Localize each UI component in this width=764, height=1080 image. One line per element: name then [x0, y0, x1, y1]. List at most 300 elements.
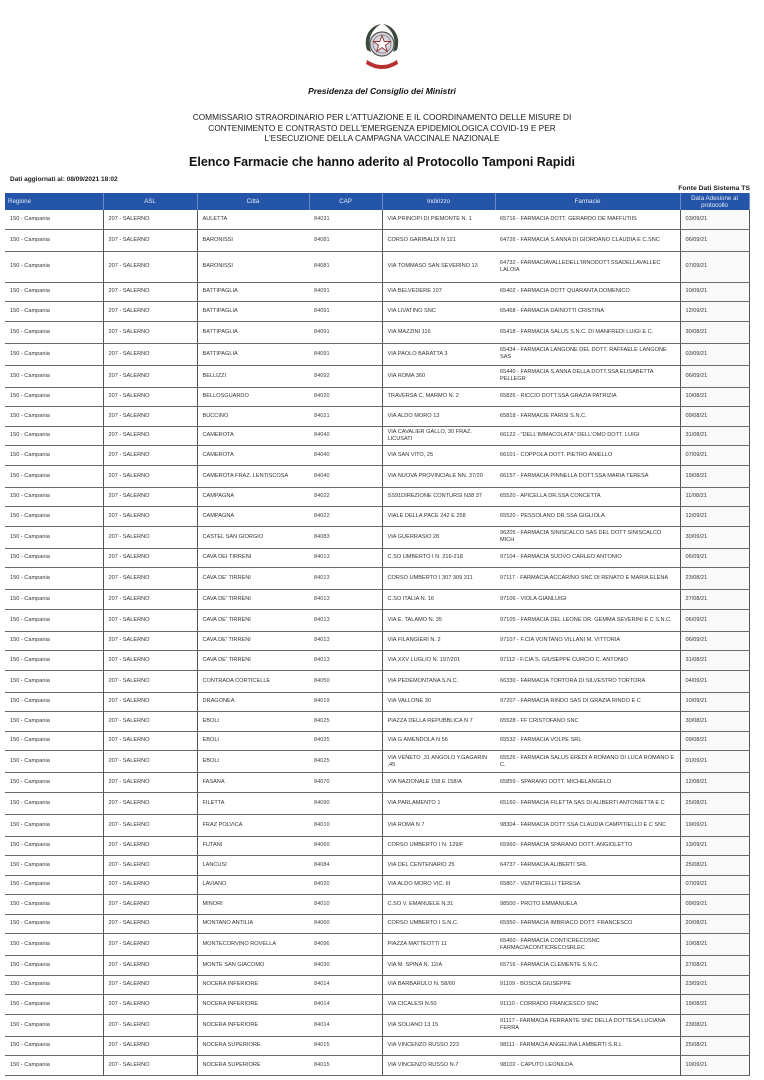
cell-regione: 150 - Campania	[5, 814, 103, 836]
cell-asl: 207 - SALERNO	[103, 751, 197, 773]
table-row	[5, 568, 749, 590]
cell-regione: 150 - Campania	[5, 956, 103, 976]
cell-farmacia: 65520 - APICELLA DR.SSA CONCETTA	[495, 487, 680, 507]
cell-data-adesione: 12/09/21	[680, 507, 749, 527]
cell-cap: 84010	[309, 895, 382, 915]
cell-cap: 84013	[309, 631, 382, 651]
cell-indirizzo: C.SO V. EMANUELE N.31	[382, 895, 495, 915]
cell-indirizzo: VIA VINCENZO RUSSO N.7	[382, 1056, 495, 1076]
cell-asl: 207 - SALERNO	[103, 956, 197, 976]
table-row	[5, 856, 749, 876]
cell-cap: 84013	[309, 609, 382, 631]
cell-cap: 84031	[309, 210, 382, 229]
cell-cap: 84070	[309, 773, 382, 793]
cell-data-adesione: 06/09/21	[680, 548, 749, 568]
cell-farmacia: 65418 - FARMACIA SALUS S.N.C. DI MANFREDI LUIGI E C.	[495, 321, 680, 343]
cell-regione: 150 - Campania	[5, 282, 103, 302]
cell-indirizzo: VIALE DELLA PACE 242 E 258	[382, 507, 495, 527]
cell-regione: 150 - Campania	[5, 934, 103, 956]
cell-citta: FASANA	[197, 773, 309, 793]
cell-regione: 150 - Campania	[5, 731, 103, 751]
cell-data-adesione: 23/09/21	[680, 975, 749, 995]
cell-asl: 207 - SALERNO	[103, 773, 197, 793]
cell-data-adesione: 20/08/21	[680, 914, 749, 934]
cell-regione: 150 - Campania	[5, 975, 103, 995]
cell-citta: CASTEL SAN GIORGIO	[197, 526, 309, 548]
page-title: Elenco Farmacie che hanno aderito al Protocollo Tamponi Rapidi	[189, 155, 575, 169]
cell-asl: 207 - SALERNO	[103, 856, 197, 876]
cell-asl: 207 - SALERNO	[103, 631, 197, 651]
cell-regione: 150 - Campania	[5, 692, 103, 712]
cell-asl: 207 - SALERNO	[103, 282, 197, 302]
cell-farmacia: 65440 - FARMACIA S.ANNA DELLA DOTT.SSA ELISABETTA PELLEGR	[495, 365, 680, 387]
cell-regione: 150 - Campania	[5, 792, 103, 814]
cell-data-adesione: 10/08/21	[680, 387, 749, 407]
cell-data-adesione: 10/09/21	[680, 692, 749, 712]
cell-farmacia: 91117 - FARMACIA FERRANTE SNC DELLA DOTTESA LUCIANA FERRA	[495, 1014, 680, 1036]
cell-citta: BELLOSGUARDO	[197, 387, 309, 407]
cell-citta: BATTIPAGLIA	[197, 282, 309, 302]
table-row	[5, 282, 749, 302]
cell-citta: BATTIPAGLIA	[197, 302, 309, 322]
cell-indirizzo: TRAVERSA C. MARMO N. 2	[382, 387, 495, 407]
cell-citta: CAMEROTA	[197, 426, 309, 446]
table-row	[5, 609, 749, 631]
cell-regione: 150 - Campania	[5, 651, 103, 671]
cell-farmacia: 65434 - FARMACIA LANGONE DEL DOTT. RAFFAELE LANGONE SAS	[495, 343, 680, 365]
cell-citta: CAMEROTA FRAZ. LENTISCOSA	[197, 465, 309, 487]
cell-cap: 84010	[309, 814, 382, 836]
cell-asl: 207 - SALERNO	[103, 251, 197, 282]
cell-regione: 150 - Campania	[5, 465, 103, 487]
cell-farmacia: 65402 - FARMACIA DOTT QUARANTA DOMENICO	[495, 282, 680, 302]
cell-indirizzo: PIAZZA DELLA REPUBBLICA N 7	[382, 712, 495, 732]
cell-citta: FRAZ POLVICA	[197, 814, 309, 836]
cell-regione: 150 - Campania	[5, 712, 103, 732]
cell-cap: 84020	[309, 875, 382, 895]
cell-cap: 84019	[309, 692, 382, 712]
cell-cap: 84040	[309, 446, 382, 466]
column-header-citta: Città	[197, 193, 309, 210]
cell-data-adesione: 25/08/21	[680, 856, 749, 876]
cell-data-adesione: 30/08/21	[680, 321, 749, 343]
cell-indirizzo: VIA M. SPINA N. 12/A	[382, 956, 495, 976]
cell-data-adesione: 12/09/21	[680, 302, 749, 322]
cell-indirizzo: VIA E. TALAMO N. 35	[382, 609, 495, 631]
cell-indirizzo: SS91DIREZIONE CONTURSI N38 37	[382, 487, 495, 507]
cell-indirizzo: PIAZZA MATTEOTTI 11	[382, 934, 495, 956]
cell-citta: MONTANO ANTILIA	[197, 914, 309, 934]
cell-citta: BATTIPAGLIA	[197, 321, 309, 343]
cell-citta: NOCERA INFERIORE	[197, 995, 309, 1015]
cell-indirizzo: VIA XXV LUGLIO N. 197/201	[382, 651, 495, 671]
cell-farmacia: 64732 - FARMACIAVALLEDELL'IRNODOTT.SSADELLAVALLEC LALOIA	[495, 251, 680, 282]
cell-regione: 150 - Campania	[5, 1036, 103, 1056]
table-row	[5, 507, 749, 527]
cell-citta: CAVA DEI TIRRENI	[197, 548, 309, 568]
cell-indirizzo: VIA TOMMASO SAN SEVERINO 13	[382, 251, 495, 282]
cell-data-adesione: 31/08/21	[680, 651, 749, 671]
cell-data-adesione: 01/09/21	[680, 751, 749, 773]
cell-regione: 150 - Campania	[5, 229, 103, 251]
cell-citta: LAVIANO	[197, 875, 309, 895]
cell-regione: 150 - Campania	[5, 670, 103, 692]
table-row	[5, 995, 749, 1015]
cell-farmacia: 98102 - CAPUTO LEONILDA	[495, 1056, 680, 1076]
cell-citta: CONTRADA CORTICELLE	[197, 670, 309, 692]
commissario-line-3: L'ESECUZIONE DELLA CAMPAGNA VACCINALE NAZIONALE	[264, 133, 500, 143]
cell-cap: 84013	[309, 548, 382, 568]
data-source-label: Fonte Dati Sistema TS	[678, 185, 750, 192]
cell-indirizzo: VIA FILANGIERI N. 2	[382, 631, 495, 651]
cell-regione: 150 - Campania	[5, 526, 103, 548]
cell-data-adesione: 31/08/21	[680, 426, 749, 446]
cell-citta: BUCCINO	[197, 407, 309, 427]
cell-citta: NOCERA SUPERIORE	[197, 1056, 309, 1076]
cell-citta: CAMPAGNA	[197, 487, 309, 507]
cell-data-adesione: 06/09/21	[680, 229, 749, 251]
cell-data-adesione: 10/08/21	[680, 934, 749, 956]
cell-indirizzo: VIA CICALESI N.50	[382, 995, 495, 1015]
table-row	[5, 792, 749, 814]
cell-regione: 150 - Campania	[5, 321, 103, 343]
cell-cap: 84013	[309, 651, 382, 671]
table-row	[5, 712, 749, 732]
table-row	[5, 1014, 749, 1036]
cell-data-adesione: 07/09/21	[680, 251, 749, 282]
cell-indirizzo: VIA VENETO ,31 ANGOLO Y.GAGARIN ,45	[382, 751, 495, 773]
table-row	[5, 446, 749, 466]
cell-data-adesione: 07/09/21	[680, 875, 749, 895]
cell-farmacia: 65716 - FARMACIA DOTT. GERARDO DE MAFFUTIIS	[495, 210, 680, 229]
table-row	[5, 343, 749, 365]
cell-asl: 207 - SALERNO	[103, 1056, 197, 1076]
cell-asl: 207 - SALERNO	[103, 487, 197, 507]
table-row	[5, 229, 749, 251]
cell-regione: 150 - Campania	[5, 856, 103, 876]
table-row	[5, 836, 749, 856]
cell-indirizzo: VIA PARLAMENTO 1	[382, 792, 495, 814]
cell-citta: FUTANI	[197, 836, 309, 856]
table-row	[5, 692, 749, 712]
cell-asl: 207 - SALERNO	[103, 526, 197, 548]
cell-data-adesione: 25/08/21	[680, 792, 749, 814]
cell-farmacia: 66101 - COPPOLA DOTT. PIETRO ANIELLO	[495, 446, 680, 466]
cell-indirizzo: VIA BELVEDERE 107	[382, 282, 495, 302]
cell-asl: 207 - SALERNO	[103, 568, 197, 590]
cell-regione: 150 - Campania	[5, 487, 103, 507]
cell-data-adesione: 10/09/21	[680, 1056, 749, 1076]
cell-asl: 207 - SALERNO	[103, 814, 197, 836]
cell-cap: 84014	[309, 995, 382, 1015]
cell-cap: 84015	[309, 1036, 382, 1056]
cell-citta: LANCUSI	[197, 856, 309, 876]
table-row	[5, 387, 749, 407]
cell-farmacia: 97107 - F.CIA VONTANO VILLANI M. VITTORIA	[495, 631, 680, 651]
cell-farmacia: 66122 - "DELL'IMMACOLATA" DELL'OMO DOTT. LUIGI	[495, 426, 680, 446]
cell-farmacia: 96205 - FARMACIA SINISCALCO SAS DEL DOTT SINISCALCO MICH	[495, 526, 680, 548]
cell-regione: 150 - Campania	[5, 1056, 103, 1076]
cell-farmacia: 65160 - FARMACIA FILETTA SAS DI ALIBERTI ANTONIETTA E C	[495, 792, 680, 814]
table-row	[5, 934, 749, 956]
cell-indirizzo: VIA LIVATINO SNC	[382, 302, 495, 322]
cell-citta: NOCERA SUPERIORE	[197, 1036, 309, 1056]
cell-asl: 207 - SALERNO	[103, 548, 197, 568]
cell-citta: EBOLI	[197, 731, 309, 751]
cell-regione: 150 - Campania	[5, 836, 103, 856]
cell-cap: 84025	[309, 751, 382, 773]
table-row	[5, 814, 749, 836]
cell-citta: NOCERA INFERIORE	[197, 1014, 309, 1036]
cell-cap: 84050	[309, 670, 382, 692]
cell-indirizzo: VIA VALLONE 30	[382, 692, 495, 712]
cell-regione: 150 - Campania	[5, 251, 103, 282]
cell-farmacia: 65460 - FARMACIA CONTICRECOSNC FARMACIACONTICRECOSRLEC	[495, 934, 680, 956]
cell-farmacia: 65520 - PESSOLANO DR.SSA GIGLIOLA	[495, 507, 680, 527]
cell-regione: 150 - Campania	[5, 343, 103, 365]
cell-indirizzo: VIA G AMENDOLA N 56	[382, 731, 495, 751]
cell-farmacia: 65826 - RICCIO DOTT.SSA GRAZIA PATRIZIA	[495, 387, 680, 407]
presidenza-heading: Presidenza del Consiglio dei Ministri	[308, 86, 456, 96]
cell-asl: 207 - SALERNO	[103, 446, 197, 466]
cell-asl: 207 - SALERNO	[103, 465, 197, 487]
cell-farmacia: 91109 - BOSCIA GIUSEPPE	[495, 975, 680, 995]
cell-farmacia: 91110 - CORRADO FRANCESCO SNC	[495, 995, 680, 1015]
commissario-heading	[150, 112, 614, 144]
table-row	[5, 914, 749, 934]
cell-data-adesione: 23/08/21	[680, 1014, 749, 1036]
cell-asl: 207 - SALERNO	[103, 1036, 197, 1056]
table-row	[5, 548, 749, 568]
cell-asl: 207 - SALERNO	[103, 895, 197, 915]
cell-asl: 207 - SALERNO	[103, 731, 197, 751]
cell-data-adesione: 30/09/21	[680, 526, 749, 548]
cell-indirizzo: CORSO UMBERTO I 307 309 311	[382, 568, 495, 590]
cell-citta: BELLIZZI	[197, 365, 309, 387]
cell-asl: 207 - SALERNO	[103, 302, 197, 322]
cell-data-adesione: 27/08/21	[680, 956, 749, 976]
cell-data-adesione: 06/09/21	[680, 631, 749, 651]
cell-regione: 150 - Campania	[5, 875, 103, 895]
cell-cap: 84014	[309, 1014, 382, 1036]
cell-cap: 84025	[309, 712, 382, 732]
cell-data-adesione: 09/08/21	[680, 731, 749, 751]
cell-farmacia: 64726 - FARMACIA S.ANNA DI GIORDANO CLAUDIA E C.SNC	[495, 229, 680, 251]
cell-regione: 150 - Campania	[5, 995, 103, 1015]
cell-indirizzo: VIA VINCENZO RUSSO 223	[382, 1036, 495, 1056]
cell-indirizzo: VIA SOLIANO 13 15	[382, 1014, 495, 1036]
cell-indirizzo: VIA BARBARULO N. 58/60	[382, 975, 495, 995]
cell-data-adesione: 09/08/21	[680, 407, 749, 427]
cell-asl: 207 - SALERNO	[103, 670, 197, 692]
cell-farmacia: 65960 - FARMACIA SPARANO DOTT. ANGIOLETTO	[495, 836, 680, 856]
table-row	[5, 251, 749, 282]
cell-cap: 84013	[309, 590, 382, 610]
cell-cap: 84091	[309, 343, 382, 365]
cell-regione: 150 - Campania	[5, 426, 103, 446]
cell-cap: 84091	[309, 321, 382, 343]
cell-asl: 207 - SALERNO	[103, 343, 197, 365]
cell-data-adesione: 13/09/21	[680, 836, 749, 856]
cell-cap: 84013	[309, 568, 382, 590]
cell-farmacia: 98304 - FARMACIA DOTT SSA CLAUDIA CAMPITIELLO E C SNC	[495, 814, 680, 836]
cell-indirizzo: VIA NUOVA PROVINCIALE NN. 37/20	[382, 465, 495, 487]
cell-farmacia: 65526 - FARMACIA SALUS EREDI A ROMANO DI LUCA ROMANO E C.	[495, 751, 680, 773]
cell-asl: 207 - SALERNO	[103, 426, 197, 446]
cell-farmacia: 64737 - FARMACIA ALIBERTI SRL	[495, 856, 680, 876]
cell-data-adesione: 27/08/21	[680, 590, 749, 610]
cell-indirizzo: VIA ALDO MORO VIC. III	[382, 875, 495, 895]
cell-citta: CAVA DE' TIRRENI	[197, 631, 309, 651]
cell-asl: 207 - SALERNO	[103, 836, 197, 856]
cell-farmacia: 66330 - FARMACIA TORTORA DI SILVESTRO TORTORA	[495, 670, 680, 692]
cell-regione: 150 - Campania	[5, 365, 103, 387]
cell-indirizzo: VIA PAOLO BARATTA 3	[382, 343, 495, 365]
cell-cap: 84014	[309, 975, 382, 995]
cell-citta: EBOLI	[197, 712, 309, 732]
table-row	[5, 975, 749, 995]
cell-farmacia: 97105 - FARMACIA DEL LEONE DR. GEMMA SEVERINI E C S.N.C.	[495, 609, 680, 631]
cell-data-adesione: 23/08/21	[680, 568, 749, 590]
cell-indirizzo: CORSO UMBERTO I S.N.C.	[382, 914, 495, 934]
cell-farmacia: 97112 - F.CIA S. GIUSEPPE CURCIO C. ANTONIO	[495, 651, 680, 671]
cell-regione: 150 - Campania	[5, 387, 103, 407]
cell-asl: 207 - SALERNO	[103, 975, 197, 995]
cell-regione: 150 - Campania	[5, 302, 103, 322]
cell-indirizzo: VIA DEL CENTENARIO 25	[382, 856, 495, 876]
cell-data-adesione: 06/09/21	[680, 365, 749, 387]
cell-citta: FILETTA	[197, 792, 309, 814]
cell-regione: 150 - Campania	[5, 895, 103, 915]
column-header-asl: ASL	[103, 193, 197, 210]
column-header-indirizzo: Indirizzo	[382, 193, 495, 210]
last-updated-label: Dati aggiornati al: 08/09/2021 18:02	[10, 176, 118, 183]
table-row	[5, 1036, 749, 1056]
cell-indirizzo: VIA CAVALIER GALLO, 30 FRAZ. LICUSATI	[382, 426, 495, 446]
table-body	[5, 210, 749, 1075]
cell-asl: 207 - SALERNO	[103, 387, 197, 407]
table-row	[5, 302, 749, 322]
cell-cap: 84092	[309, 365, 382, 387]
cell-farmacia: 98111 - FARMACIA ANGELINA LAMBERTI S.R.L	[495, 1036, 680, 1056]
cell-asl: 207 - SALERNO	[103, 1014, 197, 1036]
cell-cap: 84083	[309, 526, 382, 548]
cell-citta: MONTE SAN GIACOMO	[197, 956, 309, 976]
cell-indirizzo: VIA NAZIONALE 158 E 158/A	[382, 773, 495, 793]
cell-regione: 150 - Campania	[5, 446, 103, 466]
cell-asl: 207 - SALERNO	[103, 875, 197, 895]
cell-indirizzo: VIA ROMA N 7	[382, 814, 495, 836]
cell-regione: 150 - Campania	[5, 631, 103, 651]
cell-citta: BATTIPAGLIA	[197, 343, 309, 365]
cell-regione: 150 - Campania	[5, 914, 103, 934]
cell-asl: 207 - SALERNO	[103, 914, 197, 934]
cell-farmacia: 66157 - FARMACIA PINNELLA DOTT.SSA MARIA TERESA	[495, 465, 680, 487]
cell-cap: 84090	[309, 792, 382, 814]
cell-farmacia: 98500 - PROTO EMMANUELA	[495, 895, 680, 915]
cell-cap: 84084	[309, 856, 382, 876]
cell-asl: 207 - SALERNO	[103, 692, 197, 712]
cell-data-adesione: 12/08/21	[680, 773, 749, 793]
table-row	[5, 465, 749, 487]
cell-indirizzo: CORSO GARIBALDI N 121	[382, 229, 495, 251]
cell-cap: 84015	[309, 1056, 382, 1076]
column-header-data-adesione: Data Adesione al protocollo	[680, 193, 749, 210]
cell-regione: 150 - Campania	[5, 1014, 103, 1036]
cell-cap: 84060	[309, 836, 382, 856]
column-header-cap: CAP	[309, 193, 382, 210]
cell-asl: 207 - SALERNO	[103, 590, 197, 610]
cell-citta: CAVA DE' TIRRENI	[197, 590, 309, 610]
cell-citta: BARONISSI	[197, 251, 309, 282]
table-row	[5, 590, 749, 610]
commissario-line-2: CONTENIMENTO E CONTRASTO DELL'EMERGENZA EPIDEMIOLOGICA COVID-19 E PER	[208, 122, 556, 133]
cell-farmacia: 97117 - FARMACIA ACCARINO SNC DI RENATO E MARIA ELENA	[495, 568, 680, 590]
cell-farmacia: 65818 - FARMACIE PARISI S.N.C.	[495, 407, 680, 427]
cell-cap: 84040	[309, 426, 382, 446]
cell-cap: 84091	[309, 282, 382, 302]
cell-cap: 84081	[309, 229, 382, 251]
cell-data-adesione: 06/09/21	[680, 609, 749, 631]
cell-citta: CAVA DE' TIRRENI	[197, 568, 309, 590]
table-row	[5, 875, 749, 895]
cell-asl: 207 - SALERNO	[103, 321, 197, 343]
cell-data-adesione: 03/09/21	[680, 343, 749, 365]
table-row	[5, 773, 749, 793]
cell-data-adesione: 19/08/21	[680, 465, 749, 487]
cell-citta: NOCERA INFERIORE	[197, 975, 309, 995]
cell-cap: 84021	[309, 407, 382, 427]
cell-citta: AULETTA	[197, 210, 309, 229]
cell-citta: CAMEROTA	[197, 446, 309, 466]
cell-asl: 207 - SALERNO	[103, 229, 197, 251]
table-row	[5, 407, 749, 427]
cell-farmacia: 65950 - FARMACIA IMBRIACO DOTT. FRANCESCO	[495, 914, 680, 934]
cell-data-adesione: 09/09/21	[680, 895, 749, 915]
cell-data-adesione: 19/08/21	[680, 995, 749, 1015]
cell-cap: 84030	[309, 956, 382, 976]
cell-farmacia: 97106 - VIOLA GIANLUIGI	[495, 590, 680, 610]
cell-regione: 150 - Campania	[5, 590, 103, 610]
table-row	[5, 751, 749, 773]
cell-data-adesione: 03/09/21	[680, 210, 749, 229]
cell-indirizzo: VIA MAZZINI 116	[382, 321, 495, 343]
table-row	[5, 365, 749, 387]
table-row	[5, 670, 749, 692]
cell-indirizzo: CORSO UMBERTO I N. 129/F	[382, 836, 495, 856]
cell-farmacia: 65468 - FARMACIA DAINOTTI CRISTINA	[495, 302, 680, 322]
table-row	[5, 956, 749, 976]
cell-indirizzo: VIA ALDO MORO 13	[382, 407, 495, 427]
cell-asl: 207 - SALERNO	[103, 651, 197, 671]
column-header-regione: Regione	[5, 193, 103, 210]
cell-asl: 207 - SALERNO	[103, 609, 197, 631]
cell-citta: BARONISSI	[197, 229, 309, 251]
cell-citta: DRAGONEA	[197, 692, 309, 712]
table-row	[5, 487, 749, 507]
cell-data-adesione: 10/09/21	[680, 282, 749, 302]
cell-citta: CAVA DE' TIRRENI	[197, 651, 309, 671]
cell-data-adesione: 25/08/21	[680, 1036, 749, 1056]
cell-indirizzo: C.SO ITALIA N. 16	[382, 590, 495, 610]
cell-regione: 150 - Campania	[5, 751, 103, 773]
cell-indirizzo: VIA PRINCIPI DI PIEMONTE N. 1	[382, 210, 495, 229]
cell-citta: CAVA DE' TIRRENI	[197, 609, 309, 631]
cell-asl: 207 - SALERNO	[103, 365, 197, 387]
cell-asl: 207 - SALERNO	[103, 407, 197, 427]
cell-cap: 84020	[309, 387, 382, 407]
cell-asl: 207 - SALERNO	[103, 712, 197, 732]
